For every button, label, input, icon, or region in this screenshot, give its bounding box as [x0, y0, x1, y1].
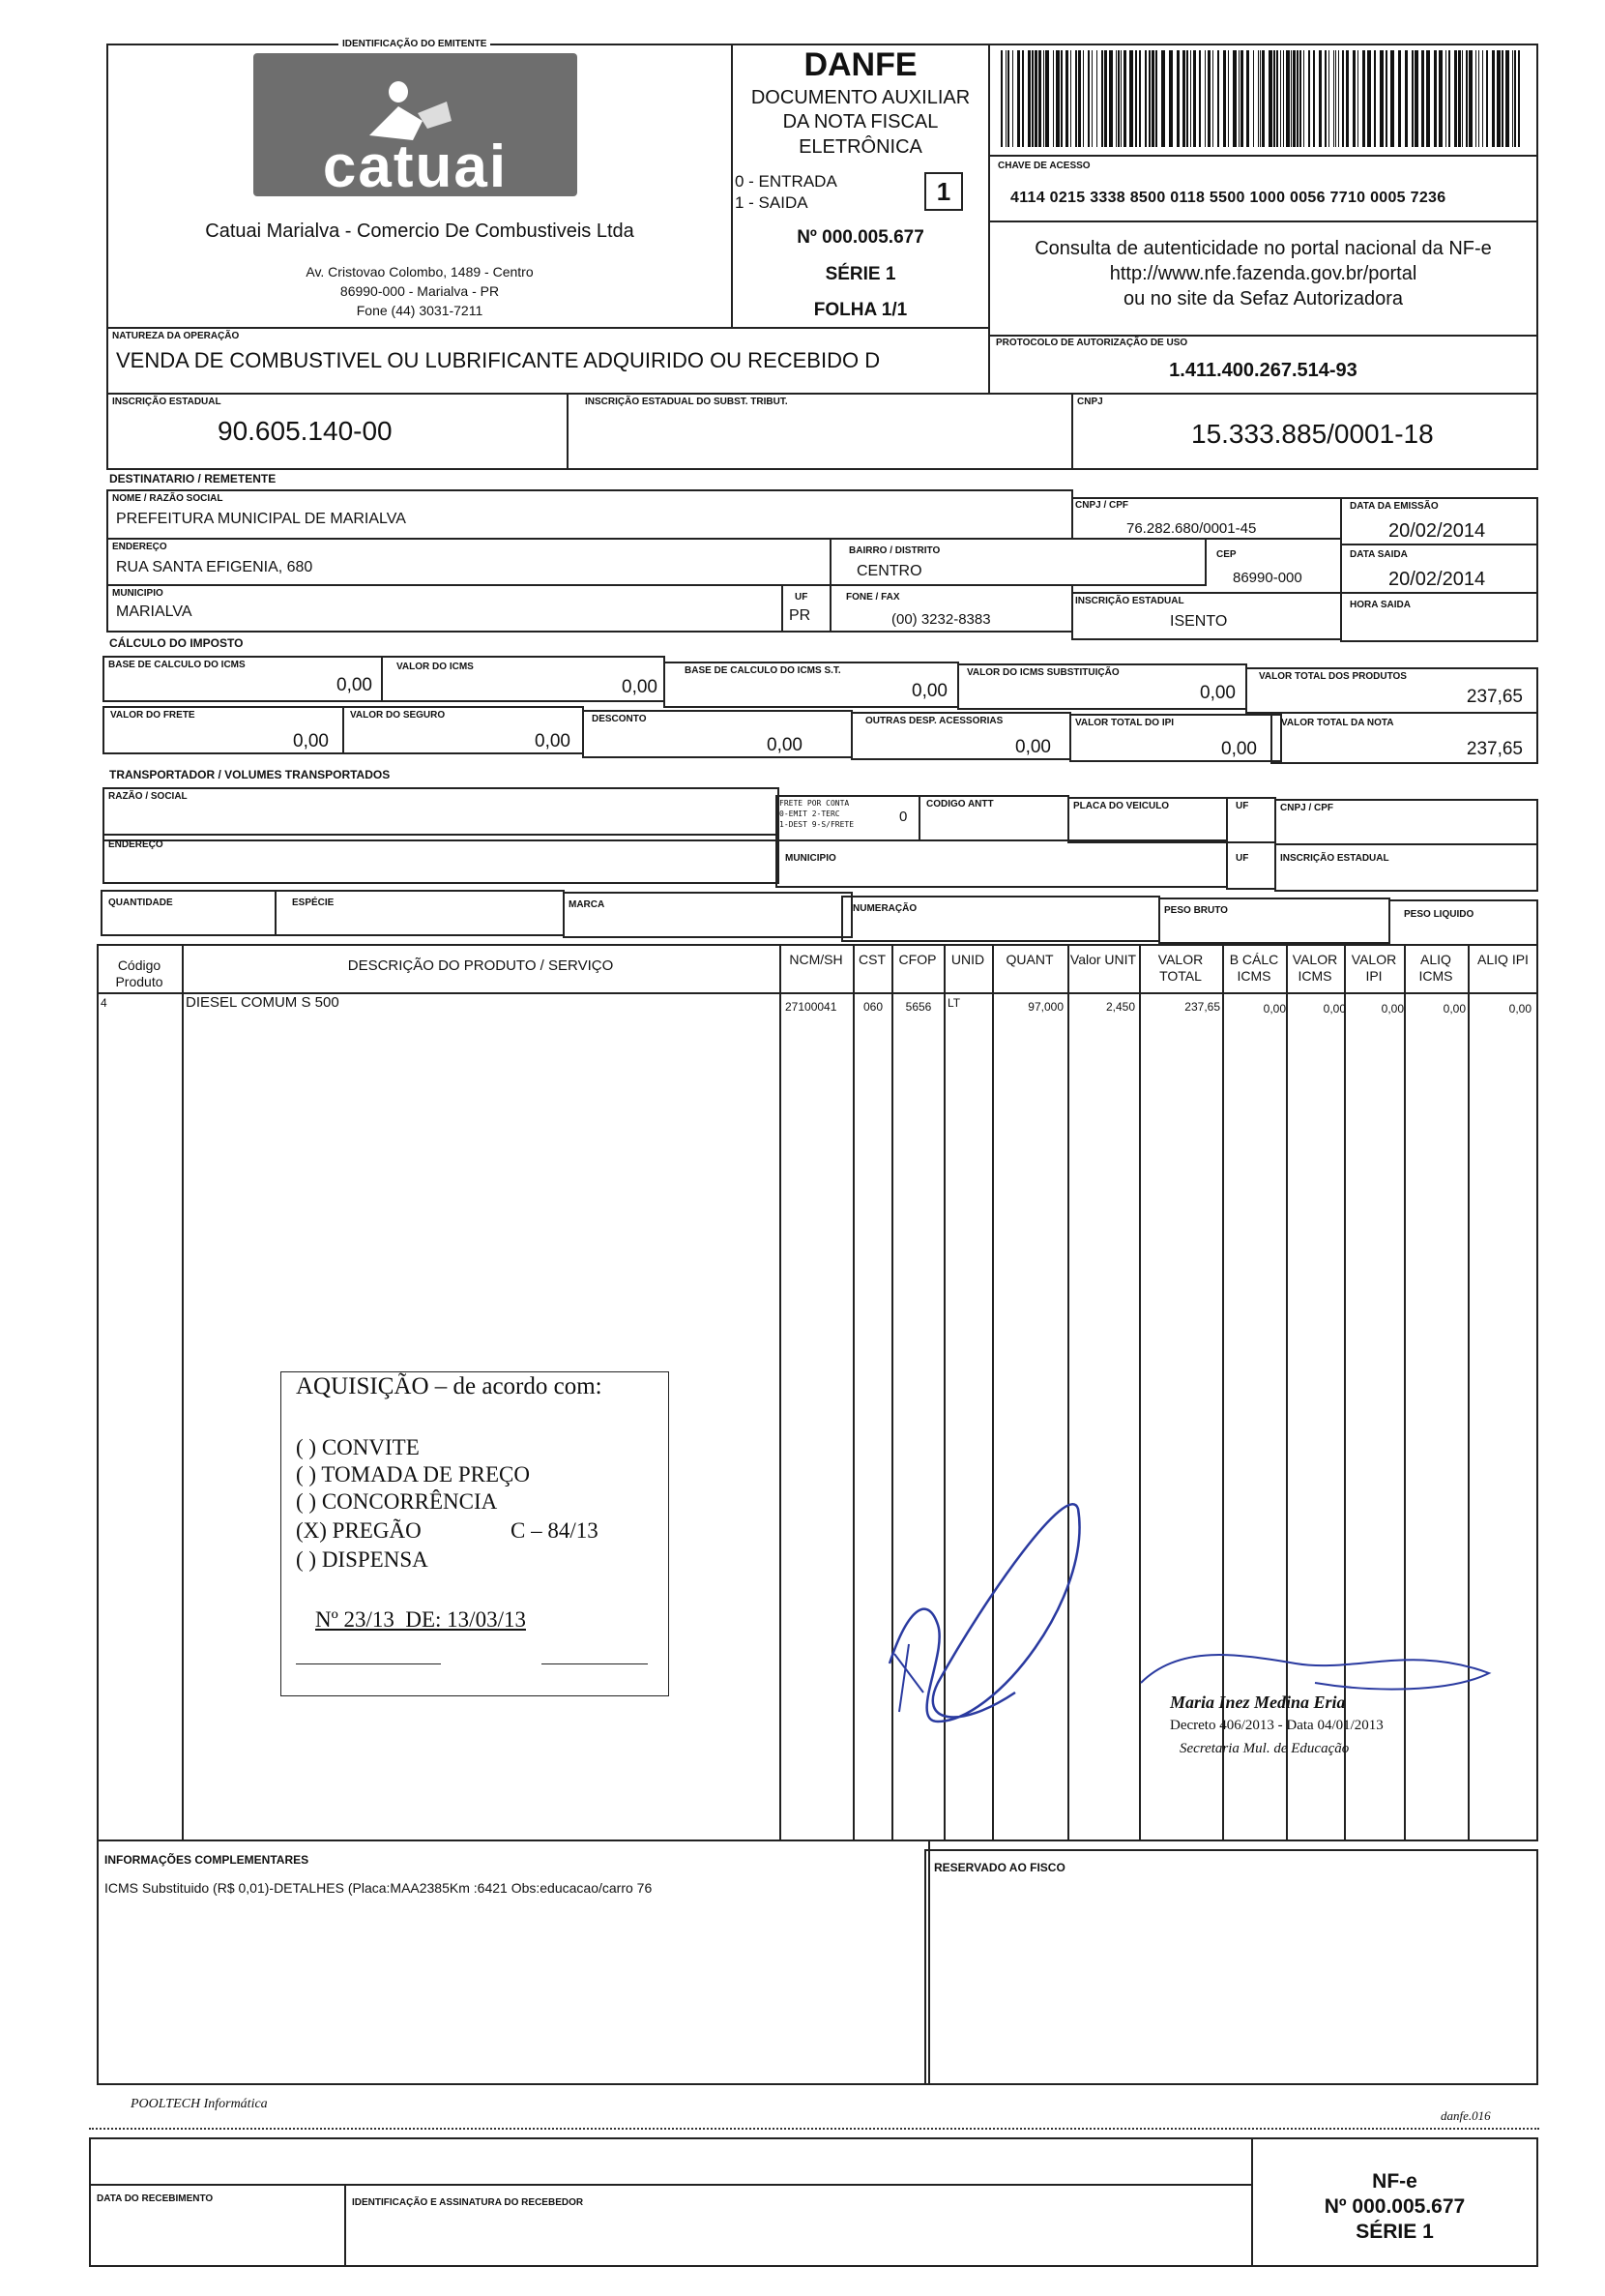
barcode-icon	[1001, 50, 1528, 149]
column-header: VALOR ICMS	[1292, 952, 1338, 984]
receb-ident-label: IDENTIFICAÇÃO E ASSINATURA DO RECEBEDOR	[352, 2197, 584, 2208]
imp-frete-label: VALOR DO FRETE	[110, 710, 195, 721]
column-header: Código Produto	[115, 957, 163, 989]
imp-valor-icms-label: VALOR DO ICMS	[396, 662, 474, 672]
transp-marca-box	[563, 892, 853, 938]
prod-bcalc: 0,00	[1263, 1002, 1286, 1016]
imp-total-nota-label: VALOR TOTAL DA NOTA	[1281, 718, 1394, 728]
stamp-title: AQUISIÇÃO – de acordo com:	[296, 1373, 602, 1399]
prod-unit: 2,450	[1105, 1000, 1135, 1014]
stamp-opt5: ( ) DISPENSA	[296, 1547, 428, 1572]
cnpj-label: CNPJ	[1077, 397, 1103, 407]
transp-razao-label: RAZÃO / SOCIAL	[108, 791, 188, 802]
transp-ie-label: INSCRIÇÃO ESTADUAL	[1280, 853, 1389, 864]
dest-cep: 86990-000	[1233, 570, 1302, 586]
receb-box	[89, 2137, 1253, 2267]
imp-valor-icms: 0,00	[622, 677, 657, 697]
transp-uf2-label: UF	[1236, 853, 1249, 864]
transportador-title: TRANSPORTADOR / VOLUMES TRANSPORTADOS	[109, 768, 391, 781]
prod-unid: LT	[948, 996, 961, 1010]
ie-st-label: INSCRIÇÃO ESTADUAL DO SUBST. TRIBUT.	[585, 397, 788, 407]
tear-line	[89, 2128, 1539, 2130]
transp-uf-box	[1226, 797, 1276, 843]
emitente-address: Av. Cristovao Colombo, 1489 - Centro	[306, 264, 534, 280]
tipo-saida: 1 - SAIDA	[735, 193, 808, 212]
transp-endereco-label: ENDEREÇO	[108, 839, 163, 850]
dest-municipio: MARIALVA	[116, 603, 192, 620]
prod-descricao: DIESEL COMUM S 500	[186, 994, 339, 1011]
imp-outras: 0,00	[1015, 737, 1051, 757]
imp-base-st-label: BASE DE CALCULO DO ICMS S.T.	[685, 665, 841, 676]
chave-label: CHAVE DE ACESSO	[998, 161, 1091, 171]
dest-cnpj: 76.282.680/0001-45	[1126, 520, 1257, 537]
transp-numeracao-label: NUMERAÇÃO	[853, 903, 918, 914]
imp-seguro-label: VALOR DO SEGURO	[350, 710, 446, 721]
danfe-sub2: DA NOTA FISCAL	[782, 111, 939, 132]
tipo-value: 1	[924, 172, 963, 211]
receb-data-label: DATA DO RECEBIMENTO	[97, 2193, 214, 2204]
info-text: ICMS Substituido (R$ 0,01)-DETALHES (Placa:MAA2385Km :6421 Obs:educacao/carro 76	[104, 1880, 653, 1896]
stamp-opt4-ref: C – 84/13	[511, 1518, 598, 1543]
transp-marca-label: MARCA	[569, 899, 605, 910]
column-header: ALIQ IPI	[1477, 952, 1529, 967]
transp-peso-bruto-label: PESO BRUTO	[1164, 905, 1228, 916]
dest-bairro-label: BAIRRO / DISTRITO	[849, 545, 941, 556]
prod-codigo: 4	[101, 996, 107, 1010]
transp-peso-liquido-box	[1388, 899, 1538, 946]
imp-valor-st-label: VALOR DO ICMS SUBSTITUIÇÃO	[967, 667, 1120, 678]
prod-aliq-icms: 0,00	[1443, 1002, 1466, 1016]
company-logo	[253, 53, 577, 200]
prod-ncm: 27100041	[785, 1000, 837, 1014]
protocolo-label: PROTOCOLO DE AUTORIZAÇÃO DE USO	[996, 338, 1188, 348]
transp-frete-value: 0	[899, 809, 908, 825]
transp-ie-box	[1274, 843, 1538, 892]
transp-especie-label: ESPÉCIE	[292, 898, 335, 908]
transp-qtd-label: QUANTIDADE	[108, 898, 173, 908]
imp-base-icms-label: BASE DE CALCULO DO ICMS	[108, 660, 246, 670]
transp-uf2-box	[1226, 841, 1276, 890]
prod-vipi: 0,00	[1381, 1002, 1404, 1016]
info-box	[97, 1840, 930, 2085]
stamp-opt4: (X) PREGÃO	[296, 1518, 422, 1543]
destinatario-title: DESTINATARIO / REMETENTE	[109, 472, 277, 486]
column-header: NCM/SH	[789, 952, 843, 967]
column-header: ALIQ ICMS	[1418, 952, 1453, 984]
transp-municipio-box	[775, 839, 1228, 888]
column-header: VALOR IPI	[1351, 952, 1397, 984]
dest-endereco-label: ENDEREÇO	[112, 542, 167, 552]
column-header: B CÁLC ICMS	[1229, 952, 1279, 984]
imp-ipi-label: VALOR TOTAL DO IPI	[1075, 718, 1175, 728]
danfe-serie: SÉRIE 1	[825, 264, 896, 284]
imp-seguro: 0,00	[535, 731, 570, 751]
tipo-entrada: 0 - ENTRADA	[735, 172, 837, 191]
dest-cep-label: CEP	[1216, 549, 1237, 560]
dest-hora-label: HORA SAIDA	[1350, 600, 1411, 610]
stamp-opt2: ( ) TOMADA DE PREÇO	[296, 1462, 530, 1487]
danfe-code: danfe.016	[1441, 2108, 1491, 2123]
dest-ie: ISENTO	[1170, 613, 1228, 630]
imp-desconto: 0,00	[767, 735, 802, 755]
pooltech-credit: POOLTECH Informática	[131, 2097, 268, 2111]
transp-endereco-box	[102, 834, 779, 884]
cnpj-value: 15.333.885/0001-18	[1191, 419, 1434, 449]
signature-stamp-line1: Maria Inez Medina Eria	[1170, 1693, 1346, 1712]
dest-emissao-label: DATA DA EMISSÃO	[1350, 501, 1439, 512]
signature-scribble	[870, 1489, 1160, 1760]
imp-total-prod-label: VALOR TOTAL DOS PRODUTOS	[1259, 671, 1407, 682]
dest-uf: PR	[789, 607, 811, 624]
info-label: INFORMAÇÕES COMPLEMENTARES	[104, 1853, 309, 1867]
imp-frete: 0,00	[293, 731, 329, 751]
dest-cnpj-label: CNPJ / CPF	[1075, 500, 1129, 511]
emitente-cep-city: 86990-000 - Marialva - PR	[339, 283, 500, 299]
prod-cst: 060	[862, 1000, 884, 1014]
consulta-link[interactable]: http://www.nfe.fazenda.gov.br/portal	[1109, 263, 1417, 284]
imp-valor-st: 0,00	[1200, 683, 1236, 703]
dest-nome: PREFEITURA MUNICIPAL DE MARIALVA	[116, 511, 406, 527]
danfe-sub3: ELETRÔNICA	[799, 136, 922, 158]
column-header: VALOR TOTAL	[1157, 952, 1204, 984]
nfe-numero: Nº 000.005.677	[1324, 2195, 1466, 2218]
imposto-title: CÁLCULO DO IMPOSTO	[109, 636, 244, 650]
transp-municipio-label: MUNICIPIO	[785, 853, 836, 864]
fisco-label: RESERVADO AO FISCO	[934, 1861, 1065, 1874]
transp-frete-l1: FRETE POR CONTA	[779, 799, 850, 808]
imp-desconto-label: DESCONTO	[592, 714, 647, 724]
natureza-label: NATUREZA DA OPERAÇÃO	[112, 331, 240, 341]
column-header: DESCRIÇÃO DO PRODUTO / SERVIÇO	[347, 957, 614, 974]
signature-stamp-line2: Decreto 406/2013 - Data 04/01/2013	[1170, 1718, 1384, 1733]
protocolo-value: 1.411.400.267.514-93	[1169, 360, 1357, 381]
emitente-label: IDENTIFICAÇÃO DO EMITENTE	[338, 39, 490, 49]
imp-base-st: 0,00	[912, 681, 948, 701]
natureza-value: VENDA DE COMBUSTIVEL OU LUBRIFICANTE ADQUIRIDO OU RECEBIDO D	[116, 348, 881, 372]
prod-vicms: 0,00	[1323, 1002, 1346, 1016]
transp-placa-label: PLACA DO VEICULO	[1073, 801, 1170, 811]
dest-fone-label: FONE / FAX	[846, 592, 900, 603]
dest-municipio-box	[106, 584, 783, 633]
column-header: CFOP	[898, 952, 937, 967]
prod-quant: 97,000	[1028, 1000, 1064, 1014]
transp-cnpj-label: CNPJ / CPF	[1280, 803, 1334, 813]
stamp-opt1: ( ) CONVITE	[296, 1435, 420, 1459]
imp-outras-label: OUTRAS DESP. ACESSORIAS	[865, 716, 1004, 726]
dest-municipio-label: MUNICIPIO	[112, 588, 163, 599]
emitente-phone: Fone (44) 3031-7211	[356, 303, 483, 318]
column-header: CST	[859, 952, 886, 967]
stamp-opt3: ( ) CONCORRÊNCIA	[296, 1489, 498, 1514]
nfe-title: NF-e	[1372, 2170, 1417, 2193]
column-header: QUANT	[1006, 952, 1054, 967]
imp-ipi: 0,00	[1221, 739, 1257, 759]
danfe-sub1: DOCUMENTO AUXILIAR	[750, 87, 971, 108]
chave-value: 4114 0215 3338 8500 0118 5500 1000 0056 7710 0005 7236	[1010, 190, 1446, 206]
dest-fone: (00) 3232-8383	[891, 611, 991, 628]
ie-value: 90.605.140-00	[218, 416, 393, 446]
imp-base-icms: 0,00	[336, 675, 372, 695]
nfe-serie: SÉRIE 1	[1356, 2221, 1434, 2243]
dest-uf-label: UF	[795, 592, 808, 603]
column-header: Valor UNIT	[1069, 952, 1137, 967]
fisco-box	[924, 1849, 1538, 2085]
prod-total: 237,65	[1184, 1000, 1220, 1014]
imp-total-nota: 237,65	[1466, 739, 1523, 759]
danfe-title: DANFE	[803, 46, 918, 83]
stamp-numero: Nº 23/13 DE: 13/03/13	[315, 1607, 526, 1632]
dest-ie-label: INSCRIÇÃO ESTADUAL	[1075, 596, 1184, 606]
imp-total-prod: 237,65	[1466, 687, 1523, 707]
consulta-line3: ou no site da Sefaz Autorizadora	[1123, 288, 1404, 309]
transp-frete-l3: 1-DEST 9-S/FRETE	[779, 820, 855, 829]
danfe-folha: FOLHA 1/1	[813, 300, 908, 320]
prod-aliq-ipi: 0,00	[1508, 1002, 1532, 1016]
transp-frete-l2: 0-EMIT 2-TERC	[779, 809, 840, 818]
transp-antt-label: CODIGO ANTT	[926, 799, 994, 809]
logo-text: catuai	[322, 133, 509, 200]
dest-emissao: 20/02/2014	[1388, 520, 1486, 542]
dest-endereco: RUA SANTA EFIGENIA, 680	[116, 559, 313, 575]
column-header: UNID	[950, 952, 985, 967]
prod-cfop: 5656	[905, 1000, 932, 1014]
transp-uf-label: UF	[1236, 801, 1249, 811]
transp-peso-liquido-label: PESO LIQUIDO	[1404, 909, 1474, 920]
dest-nome-label: NOME / RAZÃO SOCIAL	[112, 493, 223, 504]
emitente-name: Catuai Marialva - Comercio De Combustiveis Ltda	[205, 221, 634, 242]
dest-bairro: CENTRO	[857, 563, 922, 579]
signature-stamp-line3: Secretaria Mul. de Educação	[1180, 1741, 1350, 1756]
dest-saida: 20/02/2014	[1388, 569, 1486, 590]
dest-saida-label: DATA SAIDA	[1350, 549, 1408, 560]
danfe-numero: Nº 000.005.677	[797, 227, 924, 248]
ie-label: INSCRIÇÃO ESTADUAL	[112, 397, 221, 407]
consulta-line1: Consulta de autenticidade no portal nacional da NF-e	[1035, 238, 1492, 259]
